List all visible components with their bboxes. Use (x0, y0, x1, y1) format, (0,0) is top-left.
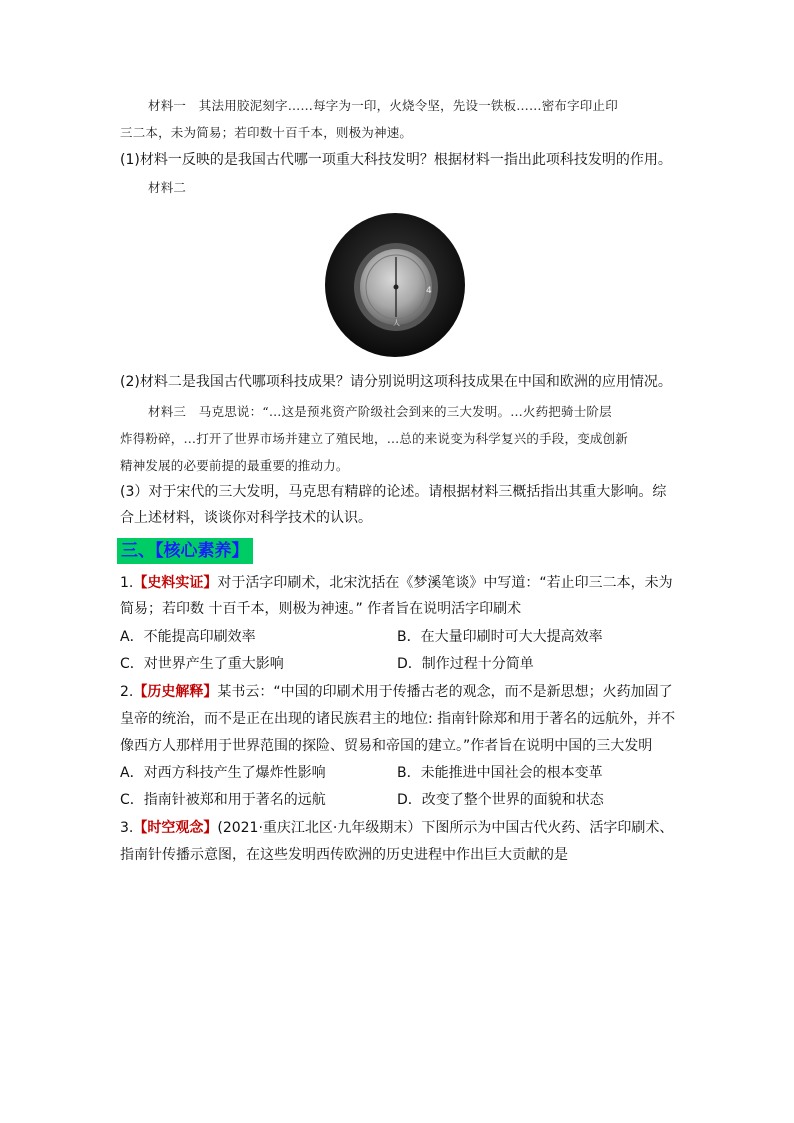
item3-line1 (120, 818, 673, 838)
item3-stem-1: (2021·重庆江北区·九年级期末）下图所示为中国古代火药、活字印刷术、 (217, 820, 674, 836)
item3-tag: 【时空观念】 (133, 820, 218, 836)
material3-line3: 精神发展的必要前提的最重要的推动力。 (120, 458, 349, 473)
item2-number: 2. (120, 684, 134, 700)
item1-option-b: B．在大量印刷时可大大提高效率 (397, 629, 603, 645)
item1-stem-1: 对于活字印刷术，北宋沈括在《梦溪笔谈》中写道：“若止印三二本，未为 (217, 575, 673, 591)
section-title: 【核心素养】 (155, 541, 249, 561)
material1-line1: 材料一 其法用胶泥刻字……每字为一印，火烧令坚，先设一铁板……密布字印止印 (148, 98, 618, 113)
item2-option-c: C．指南针被郑和用于著名的远航 (120, 792, 326, 808)
item1-line1 (120, 573, 673, 593)
question-3-line1: (3）对于宋代的三大发明，马克思有精辟的论述。请根据材料三概括指出其重大影响。综 (120, 484, 667, 500)
compass-photo (324, 207, 467, 359)
material3-line1: 材料三 马克思说：“…这是预兆资产阶级社会到来的三大发明。…火药把骑士阶层 (148, 404, 612, 419)
material2-label: 材料二 (148, 180, 187, 195)
item2-line3: 像西方人那样用于世界范围的探险、贸易和帝国的建立。”作者旨在说明中国的三大发明 (120, 738, 653, 754)
item3-line2: 指南针传播示意图，在这些发明西传欧洲的历史进程中作出巨大贡献的是 (120, 847, 568, 863)
section-number: 三、 (121, 541, 155, 561)
question-1: (1)材料一反映的是我国古代哪一项重大科技发明？根据材料一指出此项科技发明的作用。 (120, 152, 672, 168)
item3-number: 3. (120, 820, 134, 836)
material3-line2: 炸得粉碎，…打开了世界市场并建立了殖民地，…总的来说变为科学复兴的手段，变成创新 (120, 431, 629, 446)
question-3-line2: 合上述材料，谈谈你对科学技术的认识。 (120, 510, 372, 526)
item1-option-d: D．制作过程十分简单 (397, 656, 534, 672)
item2-stem-1: 某书云：“中国的印刷术用于传播古老的观念，而不是新思想；火药加固了 (217, 684, 673, 700)
question-2: (2)材料二是我国古代哪项科技成果？请分别说明这项科技成果在中国和欧洲的应用情况。 (120, 374, 672, 390)
svg-text:4: 4 (426, 286, 432, 296)
item2-option-a: A．对西方科技产生了爆炸性影响 (120, 765, 326, 781)
item2-line1 (120, 682, 673, 702)
item2-line2: 皇帝的统治，而不是正在出现的诸民族君主的地位: 指南针除郑和用于著名的远航外，并不 (120, 711, 676, 727)
item1-tag: 【史料实证】 (133, 575, 218, 591)
item1-option-c: C．对世界产生了重大影响 (120, 656, 284, 672)
item2-tag: 【历史解释】 (133, 684, 218, 700)
material1-line2: 三二本，未为简易；若印数十百千本，则极为神速。 (120, 125, 413, 140)
item1-option-a: A．不能提高印刷效率 (120, 629, 256, 645)
item2-option-d: D．改变了整个世界的面貌和状态 (397, 792, 604, 808)
item1-number: 1. (120, 575, 134, 591)
svg-text:人: 人 (393, 319, 400, 327)
section-header (117, 538, 253, 564)
item2-option-b: B．未能推进中国社会的根本变革 (397, 765, 603, 781)
item1-line2: 简易；若印数 十百千本，则极为神速。” 作者旨在说明活字印刷术 (120, 601, 522, 617)
